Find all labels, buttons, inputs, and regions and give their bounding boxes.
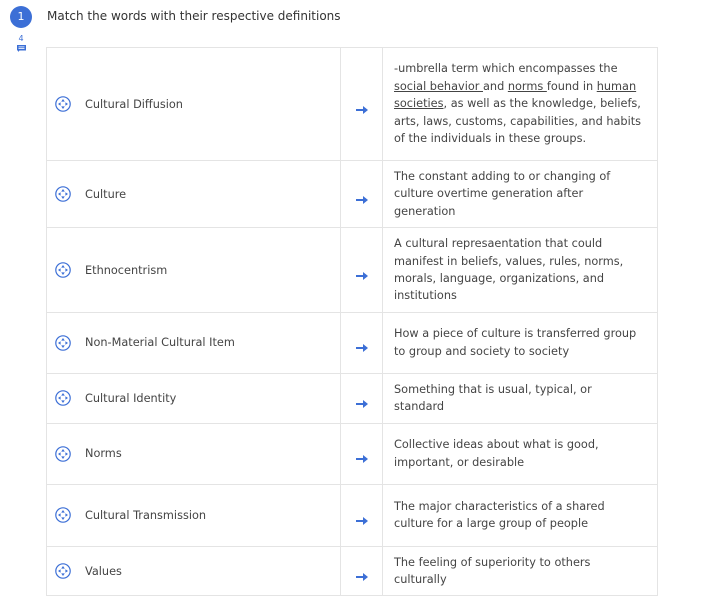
definition-text: Something that is usual, typical, or standard [394,382,592,414]
right-arrow-icon [356,196,368,204]
drag-handle-icon[interactable] [55,390,71,406]
definition-text-part: , as well as the knowledge, beliefs, arts, laws, customs, capabilities, and habits of the individuals in these groups. [394,97,642,146]
term-label: Cultural Identity [85,391,177,405]
term-cell[interactable] [47,48,341,161]
match-row [47,546,658,596]
definition-cell[interactable] [383,48,658,161]
definition-cell[interactable] [383,484,658,546]
definition-text: The feeling of superiority to others culturally [394,555,591,587]
right-arrow-icon [356,400,368,408]
match-row [47,48,658,161]
definition-text-part: -umbrella term which encompasses the [394,62,618,76]
term-label: Cultural Transmission [85,508,207,522]
right-arrow-icon [356,573,368,581]
definition-link-human-societies[interactable]: human societies [394,79,637,111]
arrow-cell [341,484,383,546]
right-arrow-icon [356,344,368,352]
term-label: Cultural Diffusion [85,97,183,111]
definition-text-part: found in [546,79,597,93]
definition-cell[interactable] [383,546,658,596]
term-label: Values [85,564,122,578]
definition-text-part: and [482,79,508,93]
term-label: Ethnocentrism [85,263,168,277]
arrow-cell [341,373,383,423]
match-row [47,312,658,373]
drag-handle-icon[interactable] [55,96,71,112]
match-row [47,161,658,228]
term-cell[interactable] [47,228,341,313]
arrow-cell [341,423,383,484]
term-cell[interactable] [47,546,341,596]
drag-handle-icon[interactable] [55,446,71,462]
matching-table [46,47,658,596]
drag-handle-icon[interactable] [55,262,71,278]
definition-cell[interactable] [383,423,658,484]
term-cell[interactable] [47,312,341,373]
arrow-cell [341,546,383,596]
term-label: Non-Material Cultural Item [85,336,235,350]
comment-count[interactable]: 4 [18,34,24,43]
right-arrow-icon [356,517,368,525]
term-cell[interactable] [47,484,341,546]
drag-handle-icon[interactable] [55,563,71,579]
definition-cell[interactable] [383,228,658,313]
term-cell[interactable] [47,161,341,228]
definition-link-norms[interactable]: norms [507,79,547,93]
right-arrow-icon [356,106,368,114]
definition-cell[interactable] [383,312,658,373]
right-arrow-icon [356,272,368,280]
definition-cell[interactable] [383,373,658,423]
match-row [47,228,658,313]
definition-text: The major characteristics of a shared culture for a large group of people [394,499,605,531]
arrow-cell [341,161,383,228]
definition-text: How a piece of culture is transferred group to group and society to society [394,327,637,358]
question-number-badge: 1 [10,6,32,28]
term-label: Culture [85,187,127,201]
match-row [47,423,658,484]
term-label: Norms [85,447,122,461]
match-row [47,484,658,546]
arrow-cell [341,228,383,313]
match-row [47,373,658,423]
definition-cell[interactable] [383,161,658,228]
drag-handle-icon[interactable] [55,507,71,523]
comment-icon[interactable] [17,45,26,52]
term-cell[interactable] [47,423,341,484]
question-text: Match the words with their respective definitions [47,9,341,23]
drag-handle-icon[interactable] [55,186,71,202]
definition-link-social-behavior[interactable]: social behavior [394,79,483,93]
arrow-cell [341,48,383,161]
term-cell[interactable] [47,373,341,423]
right-arrow-icon [356,455,368,463]
drag-handle-icon[interactable] [55,335,71,351]
definition-text: A cultural represaentation that could manifest in beliefs, values, rules, norms, morals, language, organizations, and institutions [394,237,624,303]
arrow-cell [341,312,383,373]
definition-text: The constant adding to or changing of culture overtime generation after generation [394,170,611,218]
definition-text: Collective ideas about what is good, important, or desirable [394,438,599,469]
